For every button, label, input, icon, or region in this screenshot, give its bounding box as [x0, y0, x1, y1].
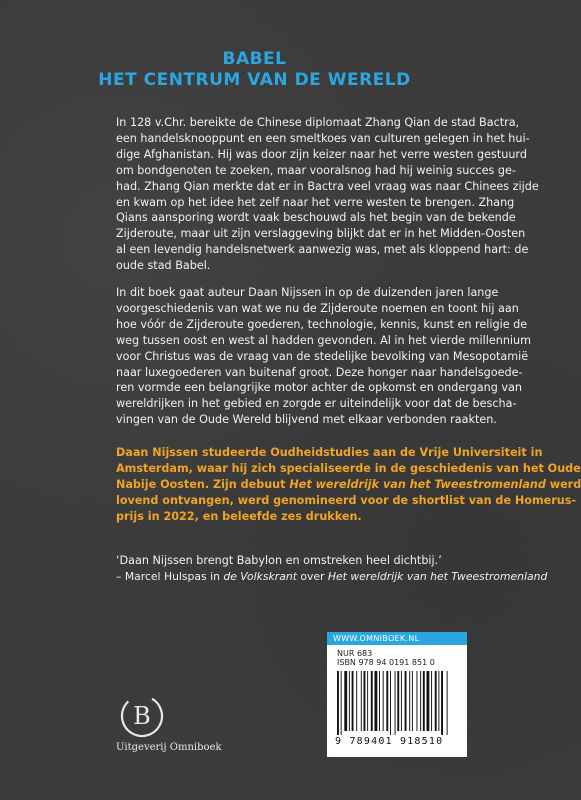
blurb-line: In dit boek gaat auteur Daan Nijssen in op de duizenden jaren lange — [116, 286, 499, 299]
barcode-bar — [349, 671, 350, 731]
barcode-bar — [447, 671, 448, 735]
blurb-line: naar luxegoederen van buitenaf groot. Deze honger naar handelsgoede- — [116, 365, 523, 379]
blurb-line: om bondgenoten te zoeken, maar vooralsnog had hij weinig succes ge- — [116, 163, 516, 177]
author-bio-line4: lovend ontvangen, werd genomineerd voor de shortlist van de Homerus- — [116, 493, 577, 507]
barcode-bar — [438, 671, 439, 731]
blurb-line: en kwam op het idee het zelf naar het verre westen te brengen. Zhang — [116, 195, 515, 209]
barcode-bar — [427, 671, 430, 731]
blurb-paragraph-1 — [116, 115, 539, 274]
author-bio — [116, 445, 581, 525]
barcode-bar — [367, 671, 368, 731]
author-bio-line5: prijs in 2022, en beleefde zes drukken. — [116, 509, 362, 523]
barcode-bar — [435, 671, 437, 731]
attribution-b: over — [296, 569, 328, 583]
blurb-line: dige Afghanistan. Hij was door zijn keizer naar het verre westen gestuurd — [116, 147, 527, 161]
barcode-bar — [412, 671, 413, 731]
barcode-bar — [431, 671, 432, 731]
barcode-panel — [327, 632, 467, 757]
barcode-bar — [364, 671, 366, 731]
barcode-bar — [390, 671, 391, 735]
barcode-bar — [401, 671, 402, 731]
barcode-bar — [386, 671, 388, 731]
blurb-paragraph-2 — [116, 285, 532, 428]
blurb-line: Zijderoute, maar uit zijn verslaggeving blijkt dat er in het Midden-Oosten — [116, 227, 526, 241]
quote-text: ‘Daan Nijssen brengt Babylon en omstreken heel dichtbij.’ — [116, 554, 442, 567]
author-bio-line — [116, 477, 581, 493]
barcode-bar — [423, 671, 425, 731]
barcode-icon — [335, 671, 459, 735]
author-bio-line — [116, 445, 543, 461]
barcode-bar — [352, 671, 354, 731]
page-title-line1: BABEL — [222, 49, 287, 69]
isbn-number: ISBN 978 94 0191 851 0 — [337, 658, 435, 667]
author-bio-line3a: Nabije Oosten. Zijn debuut — [116, 477, 290, 491]
blurb-line: een handelsknooppunt en een smeltkoes van culturen gelegen in het hui- — [116, 131, 530, 145]
barcode-bar — [395, 671, 396, 735]
debut-book-title: Het wereldrijk van het Tweestromenland — [289, 477, 546, 491]
barcode-bar — [374, 671, 377, 731]
barcode-bar — [383, 671, 384, 731]
author-bio-line — [116, 461, 581, 477]
barcode-bar — [337, 671, 339, 735]
publisher-logo-letter: B — [133, 702, 151, 730]
barcode-digits: 9 789401 918510 — [335, 736, 444, 747]
page-title-line2: HET CENTRUM VAN DE WERELD — [98, 70, 411, 90]
barcode-bar — [417, 671, 418, 731]
barcode-bar — [341, 671, 342, 735]
barcode-bar — [420, 671, 421, 731]
barcode-bar — [344, 671, 347, 731]
blurb-line: vingen van de Oude Wereld blijvend met elkaar verbonden raakten. — [116, 413, 497, 427]
barcode-bar — [409, 671, 410, 731]
quote-attribution — [116, 569, 548, 585]
barcode-bar — [405, 671, 407, 731]
blurb-line: ren vormde een belangrijke motor achter de opkomst en ondergang van — [116, 381, 522, 395]
author-bio-line — [116, 509, 406, 525]
blurb-line: In 128 v.Chr. bereikte de Chinese diplomaat Zhang Qian de stad Bactra, — [116, 116, 520, 129]
author-bio-line2: Amsterdam, waar hij zich specialiseerde in de geschiedenis van het Oude — [116, 461, 581, 475]
blurb-line: had. Zhang Qian merkte dat er in Bactra veel vraag was naar Chinees zijde — [116, 179, 539, 193]
blurb-line: voorgeschiedenis van wat we nu de Zijderoute noemen en toont hij aan — [116, 301, 519, 315]
barcode-bar — [379, 671, 380, 731]
blurb-line: voor Christus was de vraag van de stedelijke bevolking van Mesopotamië — [116, 349, 529, 363]
attribution-a: – Marcel Hulspas in — [116, 569, 224, 583]
blurb-line: al een levendig handelsnetwerk aanwezig was, met als kloppend hart: de — [116, 243, 529, 257]
blurb-line: weg tussen oost en west al hadden gevonden. Al in het vierde millennium — [116, 333, 532, 347]
nur-code: NUR 683 — [337, 649, 373, 658]
author-bio-line3b: werd — [545, 477, 581, 491]
author-bio-line1: Daan Nijssen studeerde Oudheidstudies aan de Vrije Universiteit in — [116, 446, 543, 459]
barcode-bar — [397, 671, 399, 731]
barcode-bar — [441, 671, 443, 735]
blurb-line: Qians aansporing wordt vaak beschouwd als het begin van de bekende — [116, 211, 516, 225]
publisher-name: Uitgeverij Omniboek — [116, 742, 222, 753]
blurb-line: hoe vóór de Zijderoute goederen, technologie, kennis, kunst en religie de — [116, 317, 528, 331]
blurb-line: wereldrijken in het gebied en zorgde er uiteindelijk voor dat de bescha- — [116, 397, 517, 411]
author-bio-line — [116, 493, 577, 509]
barcode-bar — [356, 671, 357, 731]
attribution-book: Het wereldrijk van het Tweestromenland — [327, 569, 548, 583]
publisher-url: WWW.OMNIBOEK.NL — [327, 632, 467, 645]
blurb-line: oude stad Babel. — [116, 259, 211, 273]
review-quote — [116, 553, 548, 585]
barcode-bar — [371, 671, 373, 731]
barcode-bar — [361, 671, 362, 731]
attribution-paper: de Volkskrant — [223, 569, 297, 583]
